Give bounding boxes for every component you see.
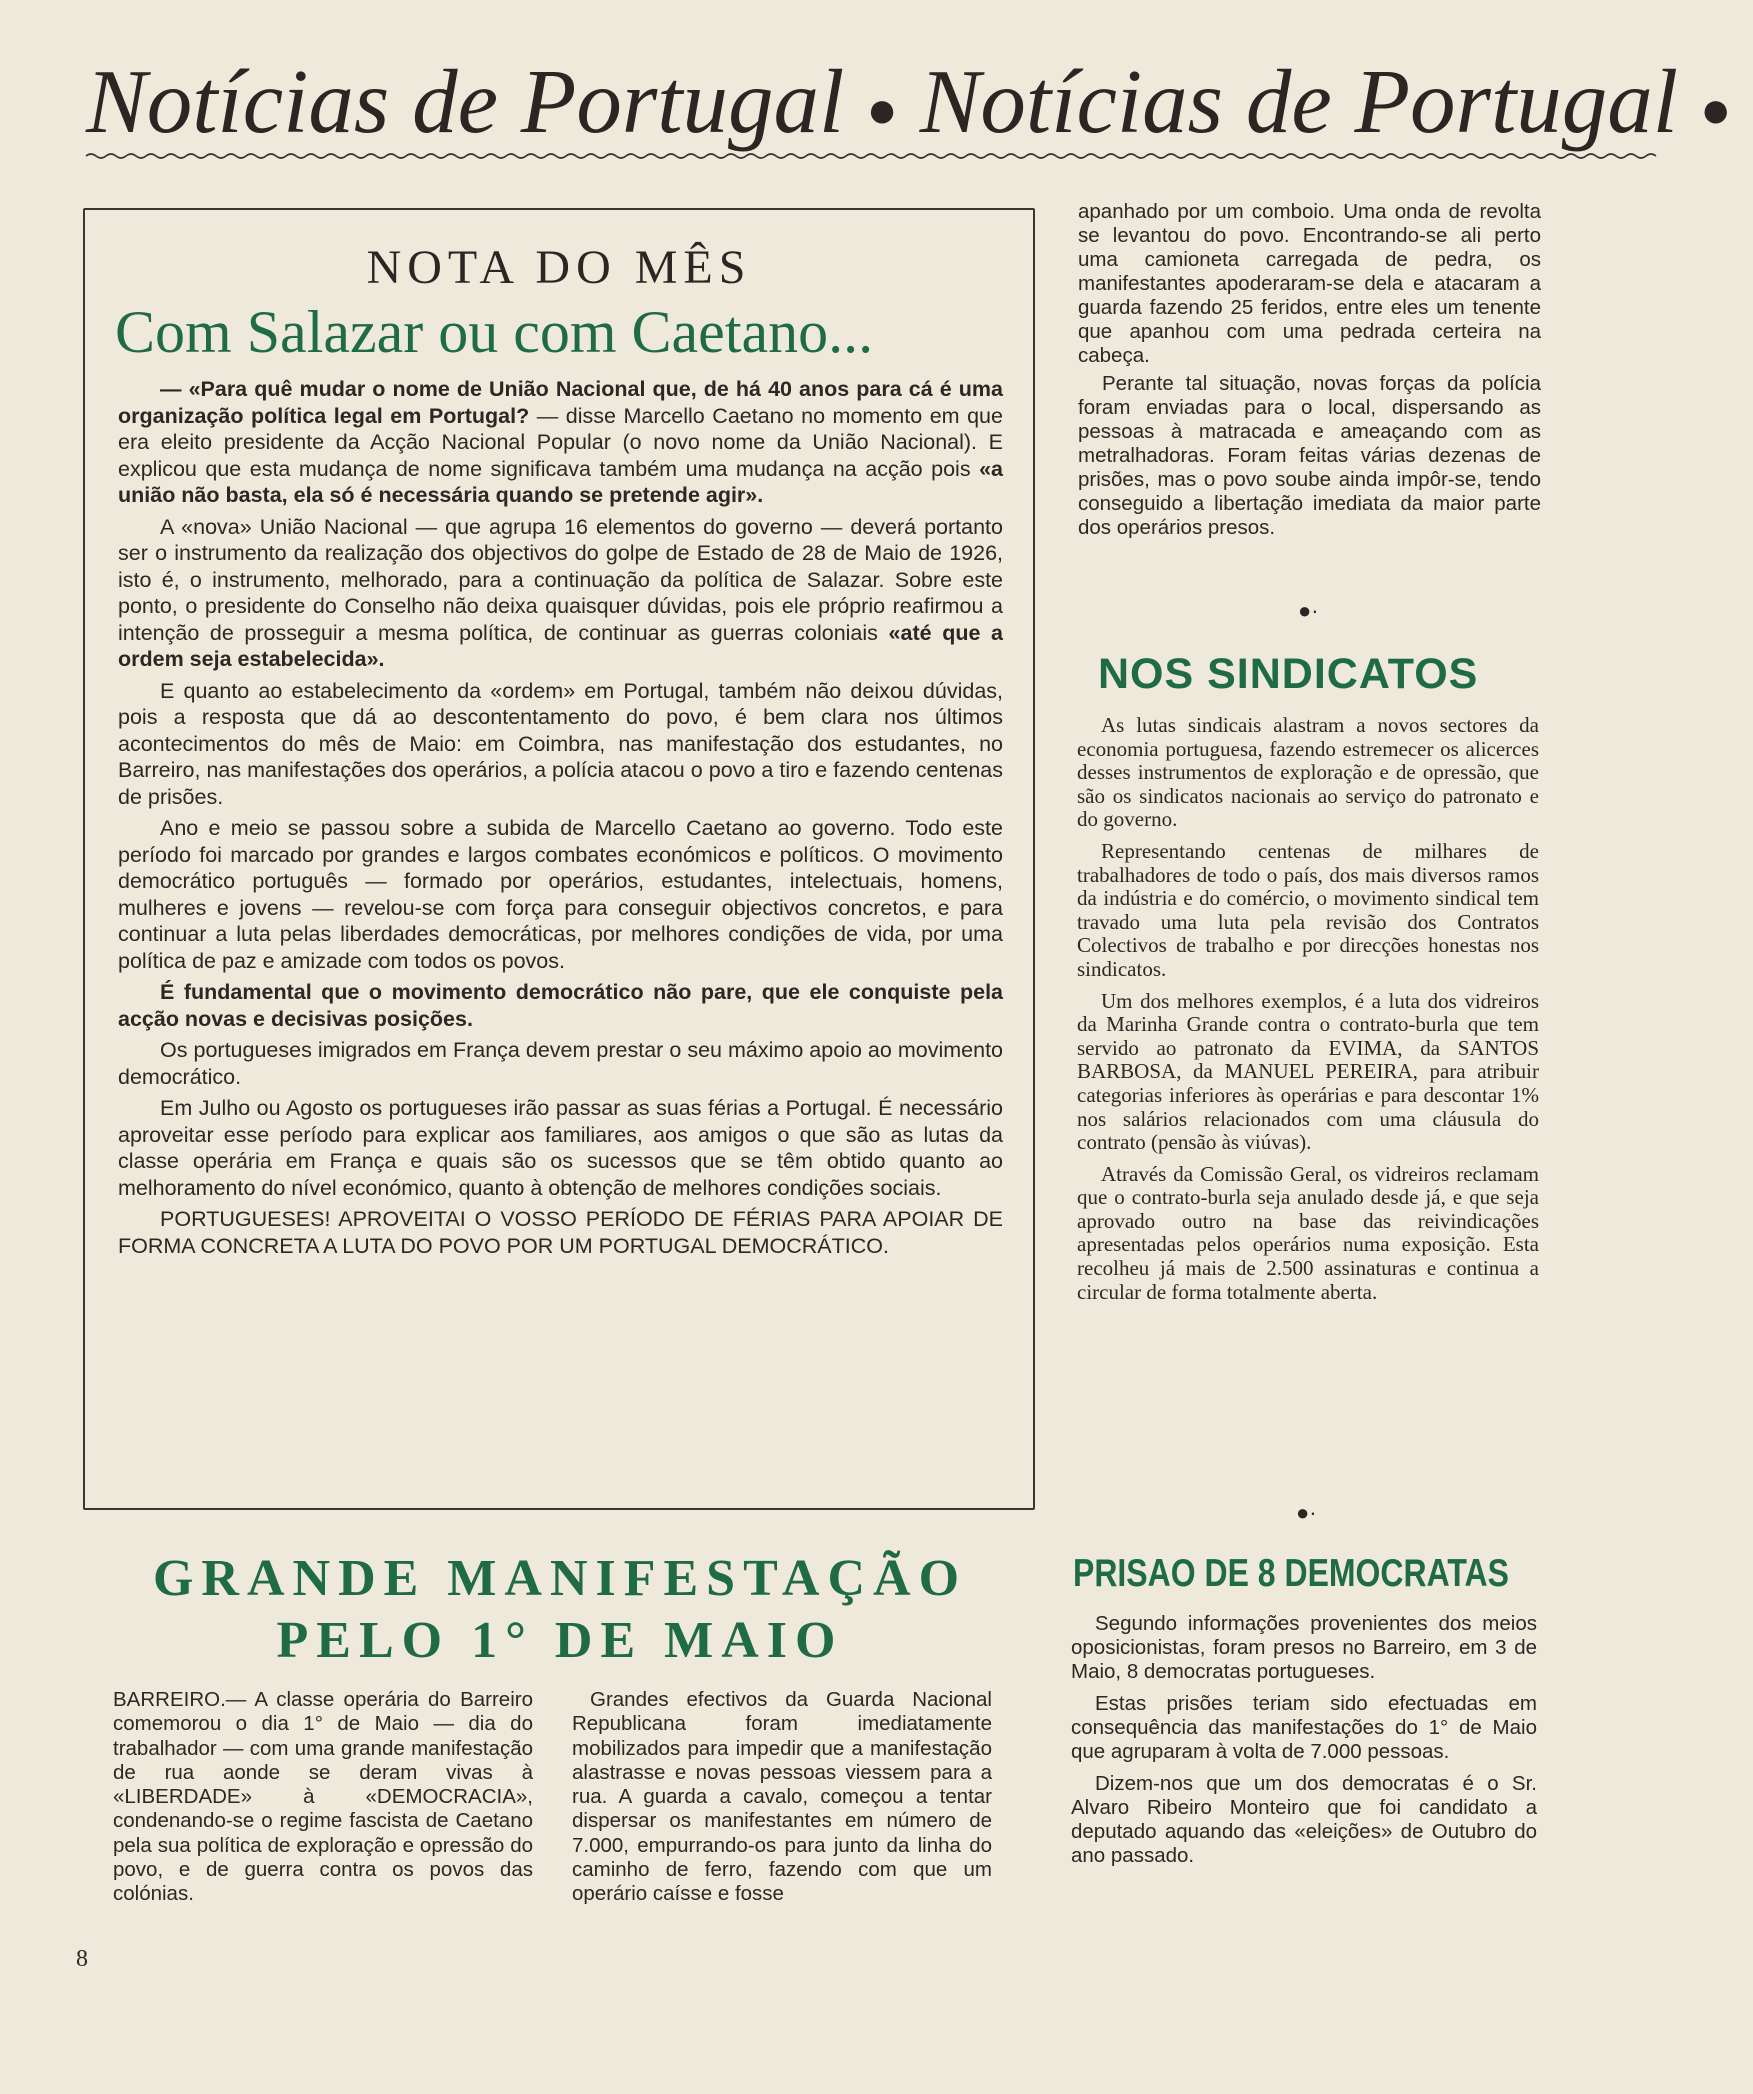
prisao-paragraph: Estas prisões teriam sido efectuadas em consequência das manifestações do 1° de Maio que agruparam à volta de 7.000 pessoas. <box>1071 1692 1537 1763</box>
continuation-paragraph: Perante tal situação, novas forças da polícia foram enviadas para o local, dispersando as pessoas à matracada e ameaçando com as metralhadoras. Foram feitas várias dezenas de prisões, mas o povo soube ainda impôr-se, tendo conseguido a libertação imediata da maior parte dos operários presos. <box>1078 372 1541 539</box>
grande-paragraph: Grandes efectivos da Guarda Nacional Republicana foram imediatamente mobilizados para impedir que a manifestação alastrasse e novas pessoas viessem para a rua. A guarda a cavalo, começou a tentar dispersar os manifestantes em número de 7.000, empurrando-os para junto da linha do caminho de ferro, fazendo com que um operário caísse e fosse <box>572 1688 992 1906</box>
grande-column-1 <box>113 1688 533 1907</box>
sindicatos-paragraph: Através da Comissão Geral, os vidreiros reclamam que o contrato-burla seja anulado desde já, e que seja aprovado outro na base das reivindicações apresentadas pelos operários numa exposição. Esta recolheu já mais de 2.500 assinaturas e continua a circular de forma totalmente aberta. <box>1077 1161 1539 1304</box>
nota-call-to-action: PORTUGUESES! APROVEITAI O VOSSO PERÍODO DE FÉRIAS PARA APOIAR DE FORMA CONCRETA A LUTA DO POVO POR UM PORTUGAL DEMOCRÁTICO. <box>118 1207 1003 1258</box>
manifestacao-continuation <box>1078 200 1541 544</box>
nota-paragraph: E quanto ao estabelecimento da «ordem» em Portugal, também não deixou dúvidas, pois a resposta que dá ao descontentamento do povo, é bem clara nos últimos acontecimentos do mês de Maio: em Coimbra, nas manifestação dos estudantes, no Barreiro, nas manifestações dos operários, a polícia atacou o povo a tiro e fazendo centenas de prisões. <box>118 678 1003 809</box>
nota-paragraph: Ano e meio se passou sobre a subida de Marcello Caetano ao governo. Todo este período foi marcado por grandes e largos combates económicos e políticos. O movimento democrático português — formado por operários, estudantes, intelectuais, homens, mulheres e jovens — revelou-se com força para conseguir objectivos concretos, e para continuar a luta pelas liberdades democráticas, por melhores condições de vida, por uma política de paz e amizade com todos os povos. <box>118 816 1003 973</box>
nota-paragraph: Os portugueses imigrados em França devem prestar o seu máximo apoio ao movimento democrático. <box>118 1038 1003 1089</box>
grande-heading-line2: PELO 1° DE MAIO <box>276 1612 844 1669</box>
nota-p2-text: A «nova» União Nacional — que agrupa 16 elementos do governo — deverá portanto ser o instrumento da realização dos objectivos do golpe de Estado de 28 de Maio de 1926, isto é, o instrumento, melhorado, para a continuação da política de Salazar. Sobre este ponto, o presidente do Conselho não deixa quaisquer dúvidas, pois ele próprio reafirmou a intenção de prosseguir a mesma política, de continuar as guerras coloniais <box>118 514 1003 645</box>
nota-p1-text: — disse Marcello Caetano no momento em que era eleito presidente da Acção Nacional Popular (o novo nome da União Nacional). E explicou que esta mudança de nome significava também uma mudança na acção pois <box>118 403 1003 481</box>
continuation-paragraph: apanhado por um comboio. Uma onda de revolta se levantou do povo. Encontrando-se ali perto uma camioneta carregada de pedra, os manifestantes apoderaram-se dela e atacaram a guarda fazendo 25 feridos, entre eles um tenente que apanhou com uma pedrada certeira na cabeça. <box>1078 200 1541 367</box>
prisao-paragraph: Segundo informações provenientes dos meios oposicionistas, foram presos no Barreiro, em 3 de Maio, 8 democratas portugueses. <box>1071 1612 1537 1683</box>
prisao-paragraph: Dizem-nos que um dos democratas é o Sr. Alvaro Ribeiro Monteiro que foi candidato a deputado aquando das «eleições» de Outubro do ano passado. <box>1071 1772 1537 1867</box>
prisao-heading: PRISAO DE 8 DEMOCRATAS <box>1073 1552 1509 1595</box>
separator-bullet: ●· <box>1296 1500 1317 1525</box>
nota-do-mes-box <box>83 208 1035 1510</box>
masthead-title: Notícias de Portugal <box>86 51 845 152</box>
grande-heading-line1: GRANDE MANIFESTAÇÃO <box>152 1550 968 1607</box>
nota-p1-bold-quote: «a união não basta, ela só é necessária quando se pretende agir». <box>118 456 1003 507</box>
masthead-bullet-end: ● <box>1700 82 1732 140</box>
masthead-rule <box>86 152 1656 160</box>
masthead <box>86 51 1732 152</box>
nota-label: NOTA DO MÊS <box>366 241 752 294</box>
nota-paragraph <box>118 514 1003 673</box>
sindicatos-paragraph: Um dos melhores exemplos, é a luta dos vidreiros da Marinha Grande contra o contrato-burla que tem servido ao patronato da EVIMA, da SANTOS BARBOSA, da MANUEL PEREIRA, para atribuir categorias inferiores às operárias e para descontar 1% nos salários relacionados com uma cláusula do contrato (pensão às viúvas). <box>1077 988 1539 1155</box>
separator-bullet: ●· <box>1298 598 1319 623</box>
nota-paragraph-bold <box>118 979 1003 1032</box>
sindicatos-paragraph: As lutas sindicais alastram a novos sectores da economia portuguesa, fazendo estremecer os alicerces desses instrumentos de exploração e de opressão, que são os sindicatos nacionais ao serviço do patronato e do governo. <box>1077 713 1539 832</box>
nota-paragraph <box>118 376 1003 509</box>
page-number: 8 <box>76 1946 88 1972</box>
nota-paragraph: Em Julho ou Agosto os portugueses irão passar as suas férias a Portugal. É necessário aproveitar esse período para explicar aos familiares, aos amigos o que são as lutas da classe operária em França e quais são os sucessos que se têm obtido quanto ao melhoramento do nível económico, quanto à obtenção de melhores condições sociais. <box>118 1096 1003 1200</box>
nota-p1-bold: — «Para quê mudar o nome de União Nacional que, de há 40 anos para cá é uma organização política legal em Portugal? <box>118 377 1003 428</box>
masthead-bullet: ● <box>866 82 898 140</box>
grande-manifestacao-heading <box>110 1548 1010 1672</box>
grande-paragraph: BARREIRO.— A classe operária do Barreiro comemorou o dia 1° de Maio — dia do trabalhador — com uma grande manifestação de rua aonde se deram vivas à «LIBERDADE» à «DEMOCRACIA», condenando-se o regime fascista de Caetano pela sua política de exploração e opressão do povo, e de guerra contra os povos das colónias. <box>113 1688 533 1906</box>
grande-column-2 <box>572 1688 992 1907</box>
nota-p2-bold: «até que a ordem seja estabelecida». <box>118 620 1003 671</box>
sindicatos-body <box>1077 714 1539 1312</box>
nota-body <box>118 376 1003 1264</box>
masthead-title-repeat: Notícias de Portugal <box>919 51 1679 152</box>
sindicatos-paragraph: Representando centenas de milhares de trabalhadores de todo o país, dos mais diversos ramos da indústria e do comércio, o movimento sindical tem travado uma luta pela revisão dos Contratos Colectivos de trabalho e por direcções honestas nos sindicatos. <box>1077 838 1539 981</box>
nota-title: Com Salazar ou com Caetano... <box>115 299 874 365</box>
prisao-body <box>1071 1612 1537 1876</box>
nota-p5-bold: É fundamental que o movimento democrático não pare, que ele conquiste pela acção novas e decisivas posições. <box>118 980 1003 1031</box>
sindicatos-heading: NOS SINDICATOS <box>1098 650 1479 698</box>
